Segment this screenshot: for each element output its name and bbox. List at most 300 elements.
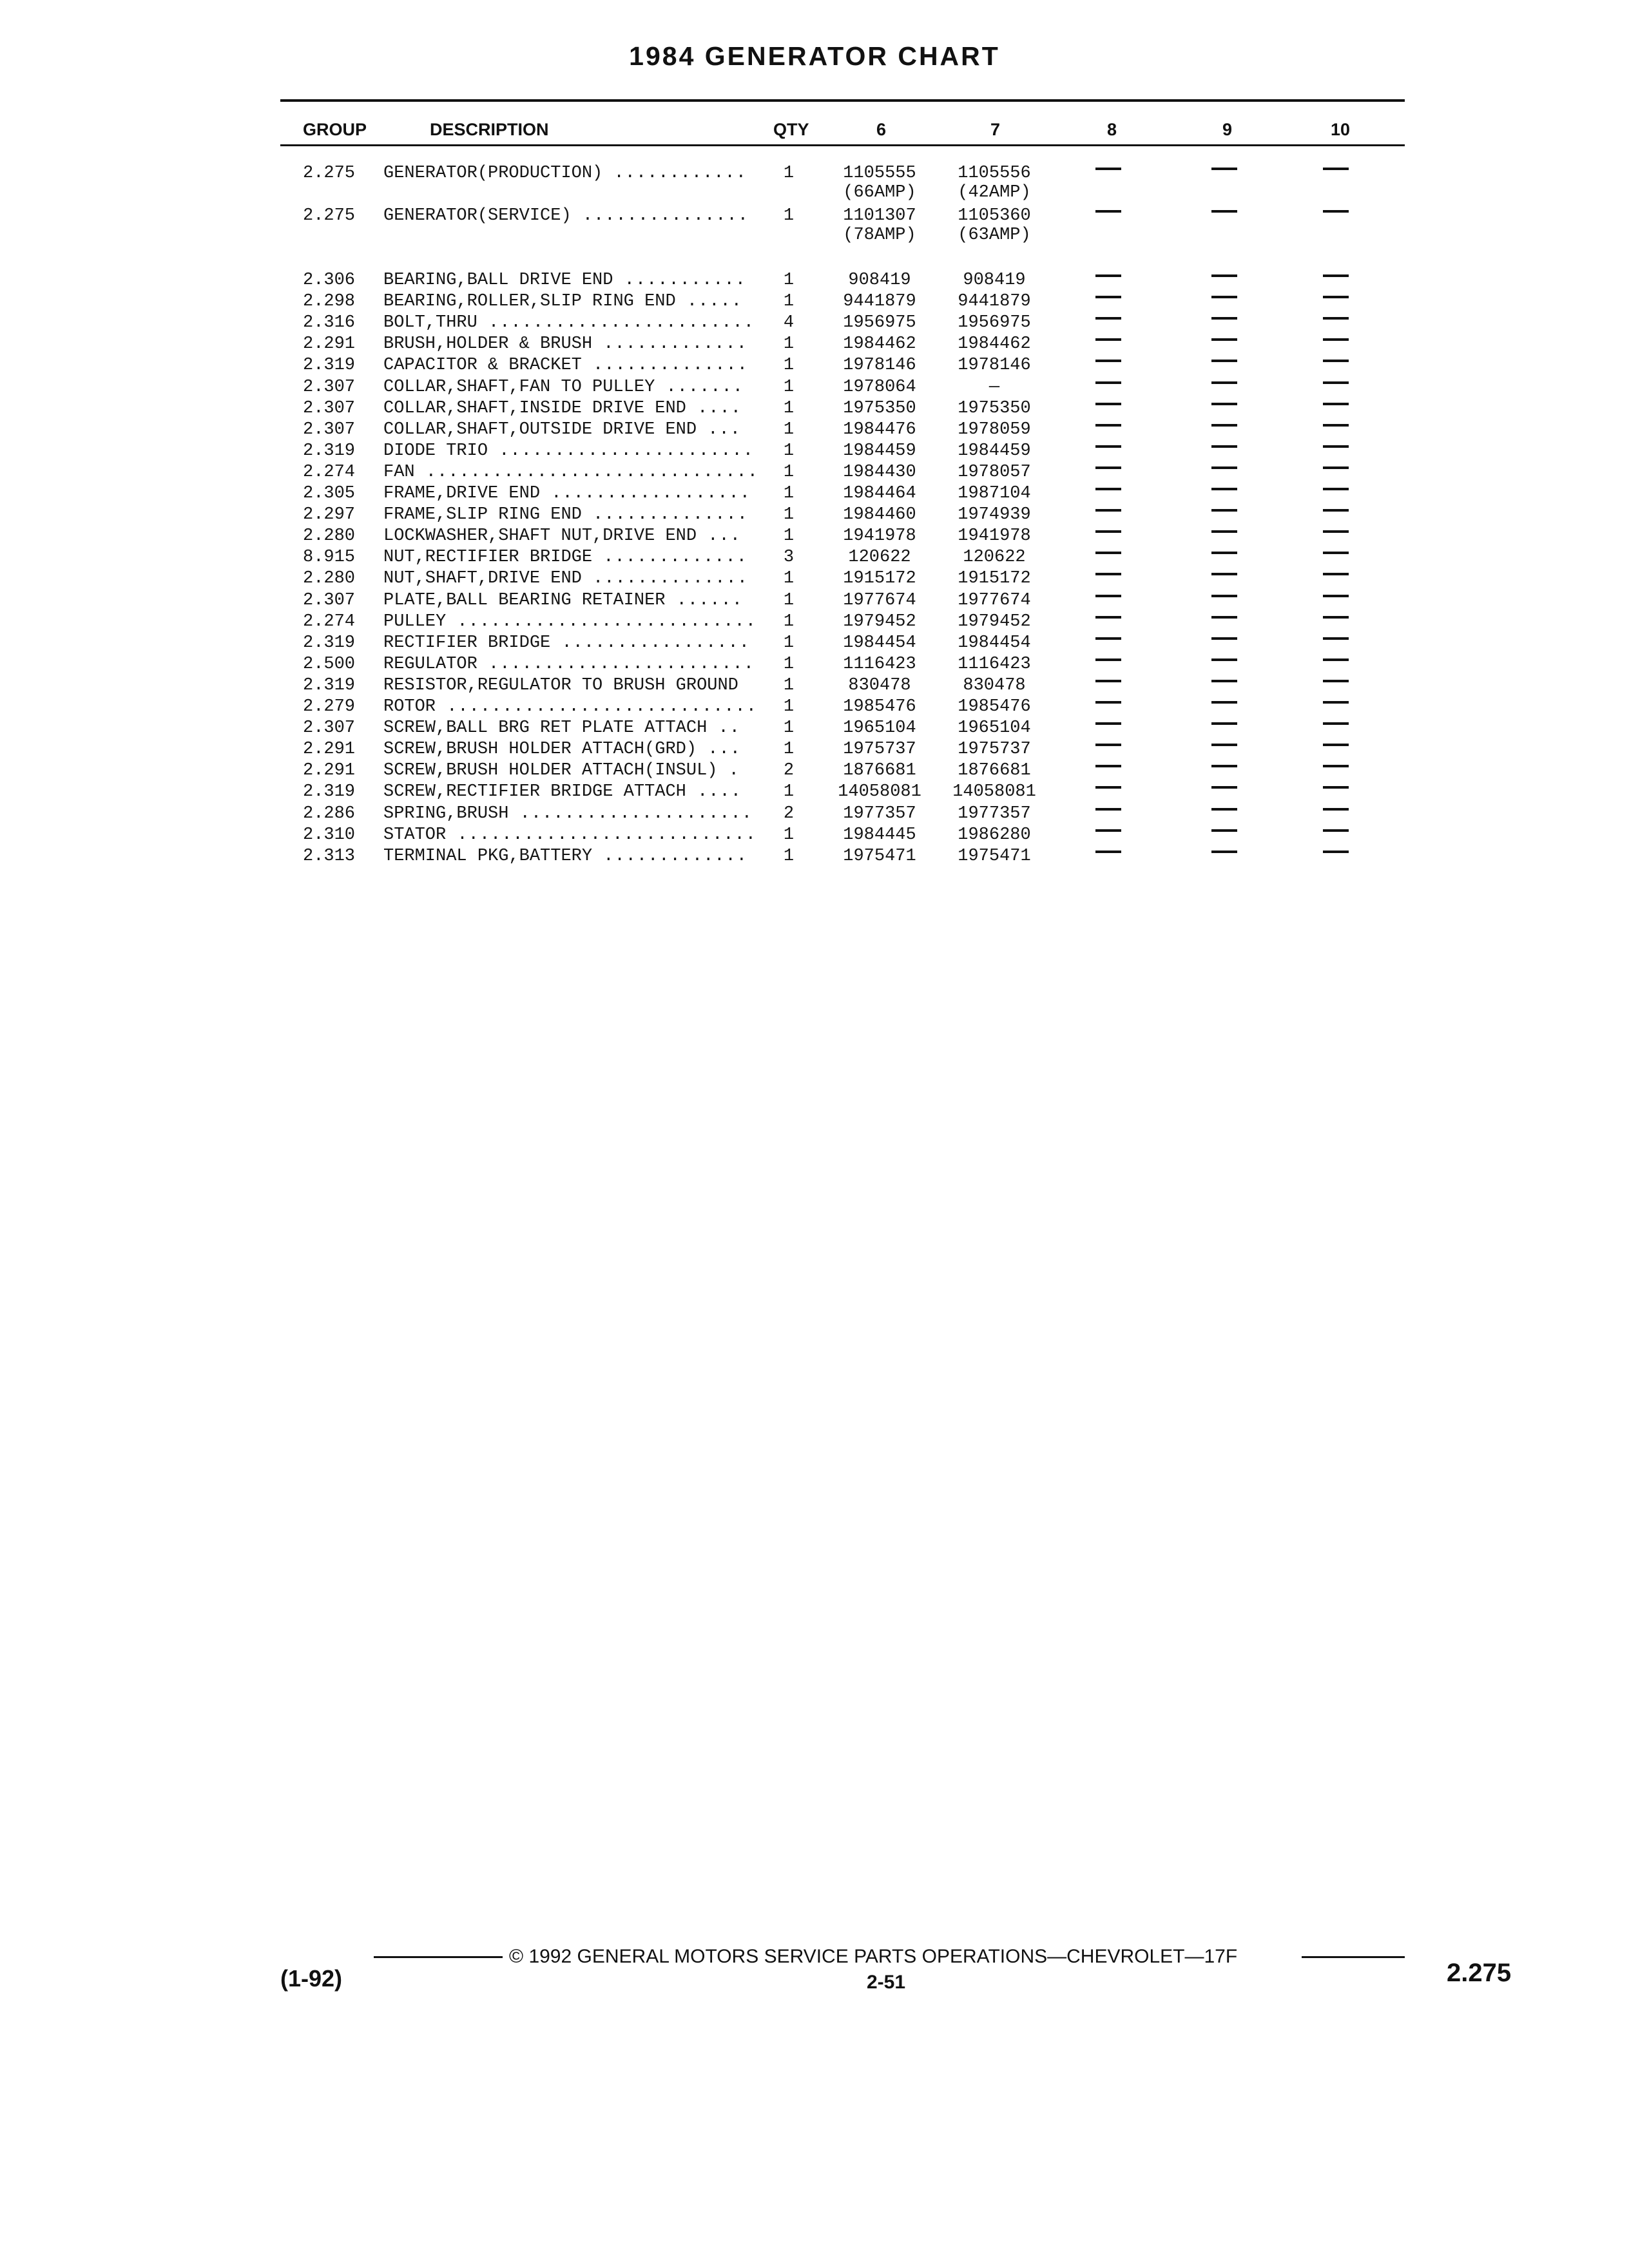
no-part-dash-col10 (1323, 680, 1349, 682)
no-part-dash-col9 (1211, 338, 1237, 341)
dot-leader: ............. (592, 847, 747, 866)
part-description-text: STATOR (383, 825, 447, 845)
part-group: 2.275 (303, 164, 356, 183)
part-number-col6: 1876681 (843, 761, 916, 780)
part-number-col7: 1978146 (958, 356, 1031, 375)
no-part-dash-col9 (1211, 850, 1237, 853)
no-part-dash-col9 (1211, 466, 1237, 469)
part-description-text: RESISTOR,REGULATOR TO BRUSH GROUND (383, 676, 738, 695)
no-part-dash-col9 (1211, 488, 1237, 490)
no-part-dash-col8 (1095, 338, 1121, 341)
no-part-dash-col10 (1323, 722, 1349, 725)
amp-rating-col6: (78AMP) (843, 226, 916, 245)
no-part-dash-col8 (1095, 381, 1121, 384)
no-part-dash-col9 (1211, 637, 1237, 640)
no-part-dash-col10 (1323, 829, 1349, 832)
part-qty: 1 (783, 463, 795, 482)
part-group: 2.305 (303, 484, 356, 503)
dot-leader: ....................... (488, 441, 754, 461)
no-part-dash-col8 (1095, 701, 1121, 704)
part-qty: 1 (783, 271, 795, 290)
part-number-col7: 1984462 (958, 334, 1031, 354)
no-part-dash-col10 (1323, 616, 1349, 619)
no-part-dash-col10 (1323, 595, 1349, 597)
no-part-dash-col9 (1211, 701, 1237, 704)
dot-leader: ........................ (477, 655, 755, 674)
no-part-dash-col10 (1323, 765, 1349, 767)
column-header-7: 7 (990, 120, 1001, 139)
no-part-dash-col9 (1211, 744, 1237, 746)
part-number-col7: 1965104 (958, 718, 1031, 738)
no-part-dash-col8 (1095, 210, 1121, 213)
dot-leader: .............. (581, 505, 748, 524)
dot-leader: .... (686, 399, 742, 418)
no-part-dash-col9 (1211, 616, 1237, 619)
no-part-dash-col8 (1095, 680, 1121, 682)
no-part-dash-col10 (1323, 296, 1349, 298)
part-qty: 2 (783, 804, 795, 823)
dot-leader: ... (697, 420, 741, 439)
column-header-10: 10 (1331, 120, 1351, 139)
dot-leader: ........................... (446, 825, 757, 845)
part-description-text: NUT,RECTIFIER BRIDGE (383, 548, 593, 567)
dot-leader: ........................... (446, 612, 757, 631)
column-header-8: 8 (1107, 120, 1117, 139)
no-part-dash-col9 (1211, 573, 1237, 575)
no-part-dash-col10 (1323, 403, 1349, 405)
no-part-dash-col10 (1323, 552, 1349, 554)
part-number-col7: 14058081 (952, 782, 1036, 802)
part-number-col6: 9441879 (843, 292, 916, 311)
part-number-col6: 120622 (848, 548, 911, 567)
part-number-col7: 908419 (963, 271, 1026, 290)
part-qty: 1 (783, 420, 795, 439)
part-group: 2.291 (303, 334, 356, 354)
part-group: 2.319 (303, 356, 356, 375)
dot-leader: ....... (655, 378, 744, 397)
part-number-col6: 1116423 (843, 655, 916, 674)
part-group: 2.291 (303, 761, 356, 780)
part-group: 2.307 (303, 718, 356, 738)
part-qty: 1 (783, 292, 795, 311)
no-part-dash-col8 (1095, 168, 1121, 170)
part-description-text: SCREW,BRUSH HOLDER ATTACH(INSUL) (383, 761, 718, 780)
part-description (383, 356, 773, 375)
dot-leader: ........................ (477, 313, 755, 332)
no-part-dash-col10 (1323, 658, 1349, 661)
column-header-9: 9 (1222, 120, 1233, 139)
part-number-col6: 1977674 (843, 591, 916, 610)
part-qty: 1 (783, 206, 795, 226)
part-qty: 1 (783, 740, 795, 759)
part-number-col6: 1984445 (843, 825, 916, 845)
part-number-col7: 1985476 (958, 697, 1031, 716)
part-number-col7: 1956975 (958, 313, 1031, 332)
part-number-col6: 1956975 (843, 313, 916, 332)
no-part-dash-col10 (1323, 424, 1349, 427)
part-description-text: GENERATOR(PRODUCTION) (383, 164, 603, 183)
part-number-col7: 1105360 (958, 206, 1031, 226)
part-number-col6: 1915172 (843, 569, 916, 588)
part-description (383, 761, 773, 780)
part-group: 2.307 (303, 591, 356, 610)
page-number: 2-51 (867, 1972, 906, 1993)
part-description (383, 718, 773, 738)
footer-left-rule (374, 1956, 503, 1958)
part-number-col6: 1977357 (843, 804, 916, 823)
no-part-dash-col8 (1095, 658, 1121, 661)
part-group: 2.286 (303, 804, 356, 823)
part-number-col7: 1979452 (958, 612, 1031, 631)
part-number-col7: 1915172 (958, 569, 1031, 588)
part-description-text: RECTIFIER BRIDGE (383, 633, 551, 653)
part-description (383, 697, 773, 716)
dot-leader: . (717, 761, 740, 780)
part-qty: 1 (783, 825, 795, 845)
part-number-col7: 9441879 (958, 292, 1031, 311)
part-qty: 1 (783, 633, 795, 653)
no-part-dash-col10 (1323, 488, 1349, 490)
dot-leader: ... (697, 740, 741, 759)
no-part-dash-col10 (1323, 445, 1349, 448)
part-group: 2.310 (303, 825, 356, 845)
part-number-col7: 1984459 (958, 441, 1031, 461)
dot-leader: ............... (571, 206, 749, 226)
part-description (383, 271, 773, 290)
part-group: 2.313 (303, 847, 356, 866)
no-part-dash-col9 (1211, 381, 1237, 384)
part-description (383, 612, 773, 631)
part-number-col7: 1941978 (958, 526, 1031, 546)
part-number-col7: 1986280 (958, 825, 1031, 845)
part-qty: 3 (783, 548, 795, 567)
part-qty: 1 (783, 526, 795, 546)
dot-leader: ... (697, 526, 741, 546)
part-number-col6: 1978064 (843, 378, 916, 397)
part-number-col7: 1975471 (958, 847, 1031, 866)
part-number-col6: 1984476 (843, 420, 916, 439)
dot-leader: ..................... (508, 804, 753, 823)
part-number-col7: 1975737 (958, 740, 1031, 759)
no-part-dash-col8 (1095, 573, 1121, 575)
part-description (383, 655, 773, 674)
part-number-col7: 830478 (963, 676, 1026, 695)
copyright-notice: © 1992 GENERAL MOTORS SERVICE PARTS OPERATIONS—CHEVROLET—17F (509, 1946, 1238, 1967)
part-description-text: DIODE TRIO (383, 441, 488, 461)
no-part-dash-col9 (1211, 509, 1237, 512)
part-number-col6: 1985476 (843, 697, 916, 716)
part-description-text: BEARING,ROLLER,SLIP RING END (383, 292, 676, 311)
no-part-dash-col8 (1095, 765, 1121, 767)
dot-leader: ............. (592, 334, 747, 354)
dot-leader: .................. (540, 484, 751, 503)
part-group: 2.280 (303, 526, 356, 546)
part-description (383, 463, 773, 482)
part-description (383, 334, 773, 354)
no-part-dash-col9 (1211, 210, 1237, 213)
no-part-dash-col9 (1211, 296, 1237, 298)
part-number-col6: 1984430 (843, 463, 916, 482)
part-number-col6: 1978146 (843, 356, 916, 375)
part-number-col6: 1984462 (843, 334, 916, 354)
part-description-text: FRAME,SLIP RING END (383, 505, 582, 524)
part-number-col7: 1978057 (958, 463, 1031, 482)
part-group: 2.298 (303, 292, 356, 311)
part-qty: 1 (783, 782, 795, 802)
part-number-col7: 1977674 (958, 591, 1031, 610)
part-description-text: COLLAR,SHAFT,INSIDE DRIVE END (383, 399, 686, 418)
part-description-text: REGULATOR (383, 655, 477, 674)
part-number-col7: 1987104 (958, 484, 1031, 503)
dot-leader: .. (707, 718, 740, 738)
no-part-dash-col8 (1095, 360, 1121, 362)
part-number-col6: 1979452 (843, 612, 916, 631)
part-description-text: FRAME,DRIVE END (383, 484, 541, 503)
no-part-dash-col10 (1323, 530, 1349, 533)
no-part-dash-col8 (1095, 488, 1121, 490)
part-qty: 1 (783, 484, 795, 503)
part-number-col7: 1876681 (958, 761, 1031, 780)
part-description (383, 164, 773, 183)
part-description (383, 782, 773, 802)
part-qty: 1 (783, 441, 795, 461)
part-qty: 1 (783, 697, 795, 716)
part-description-text: TERMINAL PKG,BATTERY (383, 847, 593, 866)
dot-leader: ............. (592, 548, 747, 567)
part-number-col6: 1984464 (843, 484, 916, 503)
footer-right-rule (1302, 1956, 1405, 1958)
part-description (383, 548, 773, 567)
dot-leader: .............................. (414, 463, 758, 482)
no-part-dash-col9 (1211, 274, 1237, 277)
no-part-dash-col8 (1095, 274, 1121, 277)
part-qty: 1 (783, 718, 795, 738)
dot-leader: ................. (550, 633, 750, 653)
part-qty: 1 (783, 334, 795, 354)
part-qty: 4 (783, 313, 795, 332)
part-description (383, 804, 773, 823)
part-qty: 2 (783, 761, 795, 780)
part-number-col6: 1975737 (843, 740, 916, 759)
part-number-col7: 1977357 (958, 804, 1031, 823)
part-description (383, 526, 773, 546)
no-part-dash-col10 (1323, 786, 1349, 789)
no-part-dash-col8 (1095, 829, 1121, 832)
no-part-dash-col10 (1323, 744, 1349, 746)
edition-date: (1-92) (280, 1965, 343, 1992)
no-part-dash-col9 (1211, 317, 1237, 320)
no-part-dash-col8 (1095, 722, 1121, 725)
part-number-col7: 1975350 (958, 399, 1031, 418)
part-qty: 1 (783, 591, 795, 610)
part-description (383, 591, 773, 610)
part-number-col6: 1984459 (843, 441, 916, 461)
part-description (383, 441, 773, 461)
no-part-dash-col8 (1095, 616, 1121, 619)
column-header-group: GROUP (303, 120, 367, 139)
part-group: 2.307 (303, 420, 356, 439)
part-description (383, 378, 773, 397)
part-description (383, 399, 773, 418)
part-qty: 1 (783, 505, 795, 524)
part-group: 2.274 (303, 612, 356, 631)
no-part-dash-col10 (1323, 701, 1349, 704)
part-number-col6: 1975350 (843, 399, 916, 418)
part-description (383, 825, 773, 845)
dot-leader: .... (686, 782, 742, 802)
part-group: 2.319 (303, 782, 356, 802)
no-part-dash-col9 (1211, 658, 1237, 661)
no-part-dash-col10 (1323, 274, 1349, 277)
no-part-dash-col10 (1323, 637, 1349, 640)
part-description-text: GENERATOR(SERVICE) (383, 206, 572, 226)
part-description-text: SCREW,RECTIFIER BRIDGE ATTACH (383, 782, 686, 802)
part-number-col7: 1984454 (958, 633, 1031, 653)
part-description-text: COLLAR,SHAFT,OUTSIDE DRIVE END (383, 420, 697, 439)
part-description-text: SCREW,BRUSH HOLDER ATTACH(GRD) (383, 740, 697, 759)
part-qty: 1 (783, 847, 795, 866)
part-group: 2.319 (303, 676, 356, 695)
part-qty: 1 (783, 612, 795, 631)
part-number-col6: 1984454 (843, 633, 916, 653)
no-part-dash-col10 (1323, 573, 1349, 575)
part-number-col6: 1101307 (843, 206, 916, 226)
part-description (383, 633, 773, 653)
part-description (383, 569, 773, 588)
dot-leader: ...... (665, 591, 743, 610)
part-description-text: CAPACITOR & BRACKET (383, 356, 582, 375)
part-description (383, 313, 773, 332)
no-part-dash-col10 (1323, 210, 1349, 213)
part-description-text: LOCKWASHER,SHAFT NUT,DRIVE END (383, 526, 697, 546)
part-description-text: SPRING,BRUSH (383, 804, 509, 823)
part-number-col6: 14058081 (838, 782, 921, 802)
no-part-dash-col9 (1211, 765, 1237, 767)
no-part-dash-col8 (1095, 509, 1121, 512)
part-group: 2.275 (303, 206, 356, 226)
no-part-dash-col8 (1095, 296, 1121, 298)
part-number-col7: 1978059 (958, 420, 1031, 439)
no-part-dash-col9 (1211, 595, 1237, 597)
part-description-text: BRUSH,HOLDER & BRUSH (383, 334, 593, 354)
part-description (383, 206, 773, 226)
no-part-dash-col8 (1095, 445, 1121, 448)
no-part-dash-col10 (1323, 808, 1349, 811)
part-number-col6: 1975471 (843, 847, 916, 866)
part-description-text: BOLT,THRU (383, 313, 477, 332)
no-part-dash-col10 (1323, 850, 1349, 853)
part-description (383, 740, 773, 759)
part-qty: 1 (783, 164, 795, 183)
part-qty: 1 (783, 378, 795, 397)
no-part-dash-col8 (1095, 786, 1121, 789)
part-group: 2.500 (303, 655, 356, 674)
part-number-col7: 120622 (963, 548, 1026, 567)
no-part-dash-col10 (1323, 509, 1349, 512)
part-description-text: COLLAR,SHAFT,FAN TO PULLEY (383, 378, 655, 397)
no-part-dash-col9 (1211, 168, 1237, 170)
part-number-col7: 1116423 (958, 655, 1031, 674)
no-part-dash-col8 (1095, 808, 1121, 811)
part-description (383, 420, 773, 439)
no-part-dash-col9 (1211, 786, 1237, 789)
part-group: 2.291 (303, 740, 356, 759)
part-qty: 1 (783, 569, 795, 588)
part-group: 2.306 (303, 271, 356, 290)
part-description-text: PULLEY (383, 612, 447, 631)
dot-leader: .............. (581, 569, 748, 588)
dot-leader: ..... (675, 292, 742, 311)
part-group: 2.297 (303, 505, 356, 524)
no-part-dash-col8 (1095, 552, 1121, 554)
no-part-dash-col8 (1095, 424, 1121, 427)
no-part-dash-col9 (1211, 808, 1237, 811)
no-part-dash-col10 (1323, 317, 1349, 320)
column-header-qty: QTY (773, 120, 809, 139)
part-number-col7: 1105556 (958, 164, 1031, 183)
part-number-col6: 1965104 (843, 718, 916, 738)
column-header-description: DESCRIPTION (430, 120, 549, 139)
no-part-dash-col9 (1211, 829, 1237, 832)
part-number-col6: 830478 (848, 676, 911, 695)
part-group: 2.279 (303, 697, 356, 716)
part-description (383, 676, 773, 695)
part-number-col6: 908419 (848, 271, 911, 290)
no-part-dash-col10 (1323, 381, 1349, 384)
part-number-col6: 1105555 (843, 164, 916, 183)
part-group: 2.280 (303, 569, 356, 588)
no-part-dash-col8 (1095, 595, 1121, 597)
no-part-dash-col9 (1211, 445, 1237, 448)
dot-leader: ............ (602, 164, 747, 183)
part-group: 2.316 (303, 313, 356, 332)
part-qty: 1 (783, 676, 795, 695)
part-number-col6: 1941978 (843, 526, 916, 546)
section-number: 2.275 (1447, 1959, 1512, 1987)
part-description-text: PLATE,BALL BEARING RETAINER (383, 591, 666, 610)
part-number-col7: — (988, 378, 1000, 397)
no-part-dash-col8 (1095, 850, 1121, 853)
part-description (383, 292, 773, 311)
column-header-6: 6 (876, 120, 887, 139)
part-group: 2.274 (303, 463, 356, 482)
dot-leader: ........... (613, 271, 746, 290)
dot-leader: ............................ (436, 697, 757, 716)
part-group: 2.319 (303, 441, 356, 461)
dot-leader: .............. (581, 356, 748, 375)
no-part-dash-col8 (1095, 317, 1121, 320)
no-part-dash-col9 (1211, 424, 1237, 427)
part-group: 2.307 (303, 399, 356, 418)
part-description-text: FAN (383, 463, 415, 482)
no-part-dash-col8 (1095, 530, 1121, 533)
no-part-dash-col8 (1095, 403, 1121, 405)
amp-rating-col7: (63AMP) (958, 226, 1031, 245)
part-number-col7: 1974939 (958, 505, 1031, 524)
amp-rating-col7: (42AMP) (958, 183, 1031, 202)
part-group: 2.307 (303, 378, 356, 397)
part-description (383, 505, 773, 524)
part-qty: 1 (783, 399, 795, 418)
no-part-dash-col9 (1211, 552, 1237, 554)
part-group: 2.319 (303, 633, 356, 653)
no-part-dash-col8 (1095, 744, 1121, 746)
no-part-dash-col8 (1095, 637, 1121, 640)
no-part-dash-col10 (1323, 466, 1349, 469)
part-description-text: ROTOR (383, 697, 436, 716)
part-description (383, 484, 773, 503)
part-number-col6: 1984460 (843, 505, 916, 524)
